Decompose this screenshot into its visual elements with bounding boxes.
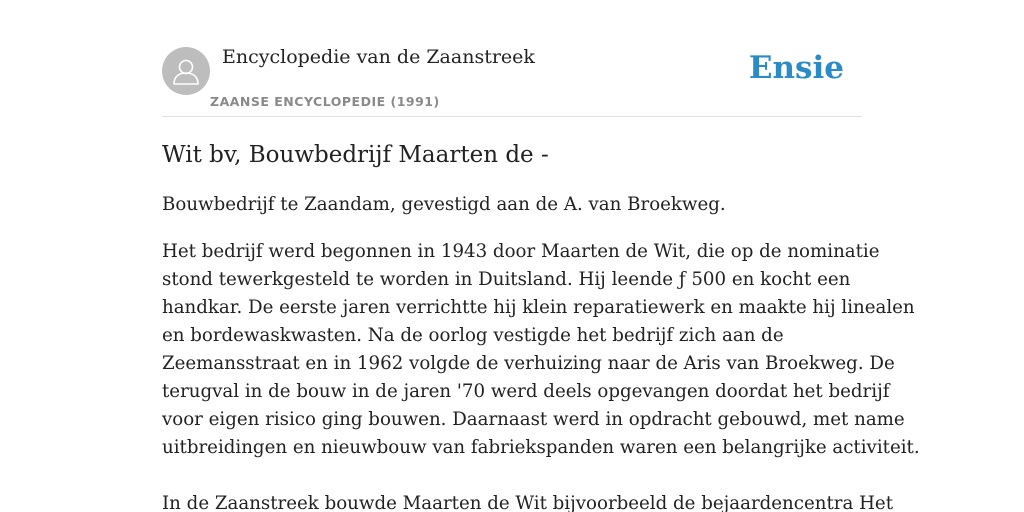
body-line: terugval in de bouw in de jaren '70 werd deels opgevangen doordat het bedrijf xyxy=(162,381,890,402)
body-line: voor eigen risico ging bouwen. Daarnaast werd in opdracht gebouwd, met name xyxy=(162,409,905,430)
source-header xyxy=(162,40,862,117)
body-line: Zeemansstraat en in 1962 volgde de verhuizing naar de Aris van Broekweg. De xyxy=(162,353,895,374)
body-line: In de Zaanstreek bouwde Maarten de Wit bijvoorbeeld de bejaardencentra Het xyxy=(162,493,893,512)
article-lead: Bouwbedrijf te Zaandam, gevestigd aan de A. van Broekweg. xyxy=(162,194,726,215)
brand-logo[interactable]: Ensie xyxy=(748,50,844,86)
user-icon xyxy=(162,47,210,95)
body-line: stond tewerkgesteld te worden in Duitsland. Hij leende ƒ 500 en kocht een xyxy=(162,269,851,290)
article xyxy=(162,138,920,512)
article-body xyxy=(162,238,920,512)
body-line: en bordewaskwasten. Na de oorlog vestigde het bedrijf zich aan de xyxy=(162,325,784,346)
article-title: Wit bv, Bouwbedrijf Maarten de - xyxy=(162,142,549,168)
body-line: handkar. De eerste jaren verrichtte hij klein reparatiewerk en maakte hij linealen xyxy=(162,297,915,318)
source-subtitle: ZAANSE ENCYCLOPEDIE (1991) xyxy=(210,94,440,109)
body-line: uitbreidingen en nieuwbouw van fabriekspanden waren een belangrijke activiteit. xyxy=(162,437,920,458)
paragraph-gap xyxy=(162,462,866,490)
body-line: Het bedrijf werd begonnen in 1943 door Maarten de Wit, die op de nominatie xyxy=(162,241,880,262)
source-title[interactable]: Encyclopedie van de Zaanstreek xyxy=(222,46,535,68)
avatar[interactable] xyxy=(162,47,210,95)
